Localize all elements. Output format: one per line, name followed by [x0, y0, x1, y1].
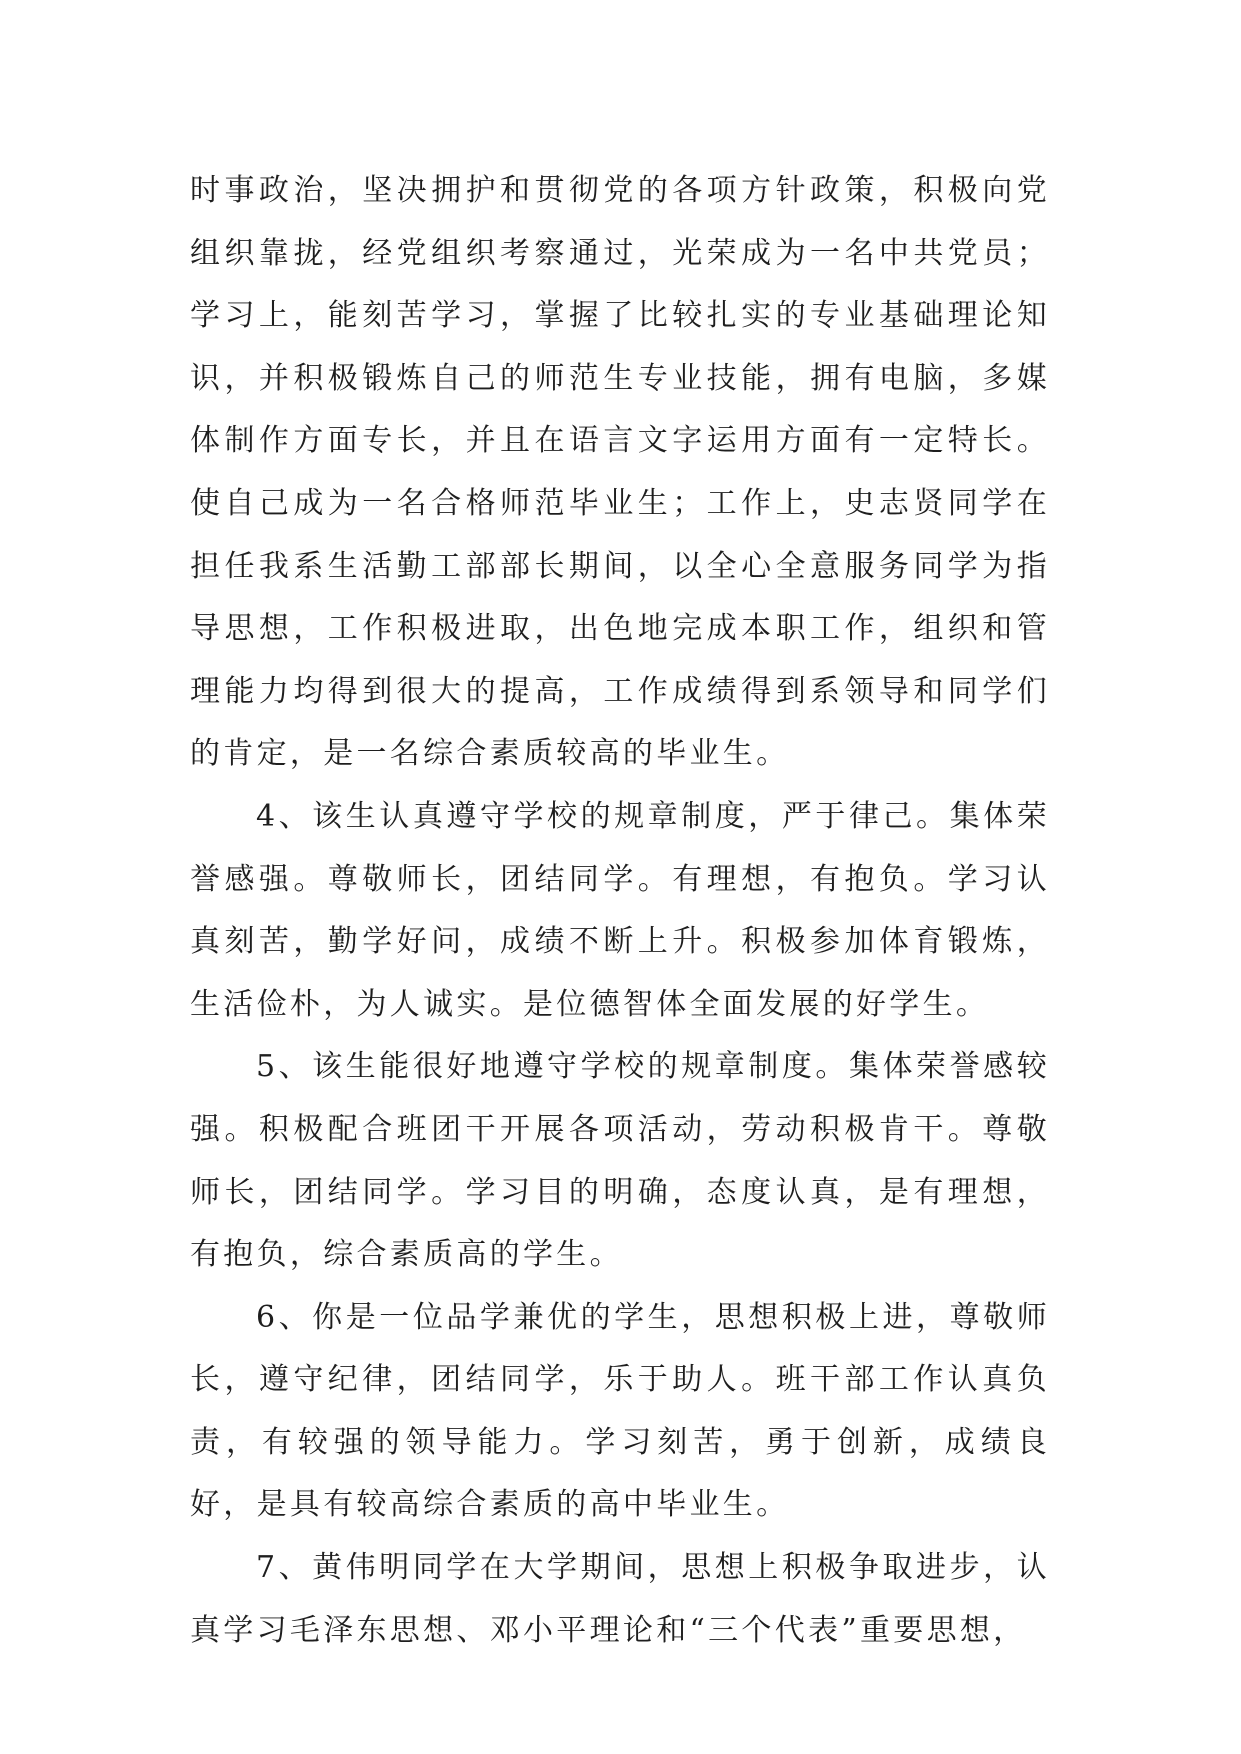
paragraph-item-7: 7、黄伟明同学在大学期间，思想上积极争取进步，认真学习毛泽东思想、邓小平理论和“三个代表”重要思想， [190, 1550, 1050, 1648]
paragraph-item-6: 6、你是一位品学兼优的学生，思想积极上进，尊敬师长，遵守纪律，团结同学，乐于助人。班干部工作认真负责，有较强的领导能力。学习刻苦，勇于创新，成绩良好，是具有较高综合素质的高中毕业生。 [190, 1299, 1050, 1523]
paragraph-item-4: 4、该生认真遵守学校的规章制度，严于律己。集体荣誉感强。尊敬师长，团结同学。有理想，有抱负。学习认真刻苦，勤学好问，成绩不断上升。积极参加体育锻炼，生活俭朴，为人诚实。是位德智体全面发展的好学生。 [190, 798, 1050, 1022]
paragraph-item-5: 5、该生能很好地遵守学校的规章制度。集体荣誉感较强。积极配合班团干开展各项活动，劳动积极肯干。尊敬师长，团结同学。学习目的明确，态度认真，是有理想，有抱负，综合素质高的学生。 [190, 1049, 1050, 1273]
paragraph-continuation: 时事政治，坚决拥护和贯彻党的各项方针政策，积极向党组织靠拢，经党组织考察通过，光荣成为一名中共党员；学习上，能刻苦学习，掌握了比较扎实的专业基础理论知识，并积极锻炼自己的师范生专业技能，拥有电脑，多媒体制作方面专长，并且在语言文字运用方面有一定特长。使自己成为一名合格师范毕业生；工作上，史志贤同学在担任我系生活勤工部部长期间，以全心全意服务同学为指导思想，工作积极进取，出色地完成本职工作，组织和管理能力均得到很大的提高，工作成绩得到系领导和同学们的肯定，是一名综合素质较高的毕业生。 [190, 173, 1050, 772]
document-body [190, 160, 1050, 1662]
